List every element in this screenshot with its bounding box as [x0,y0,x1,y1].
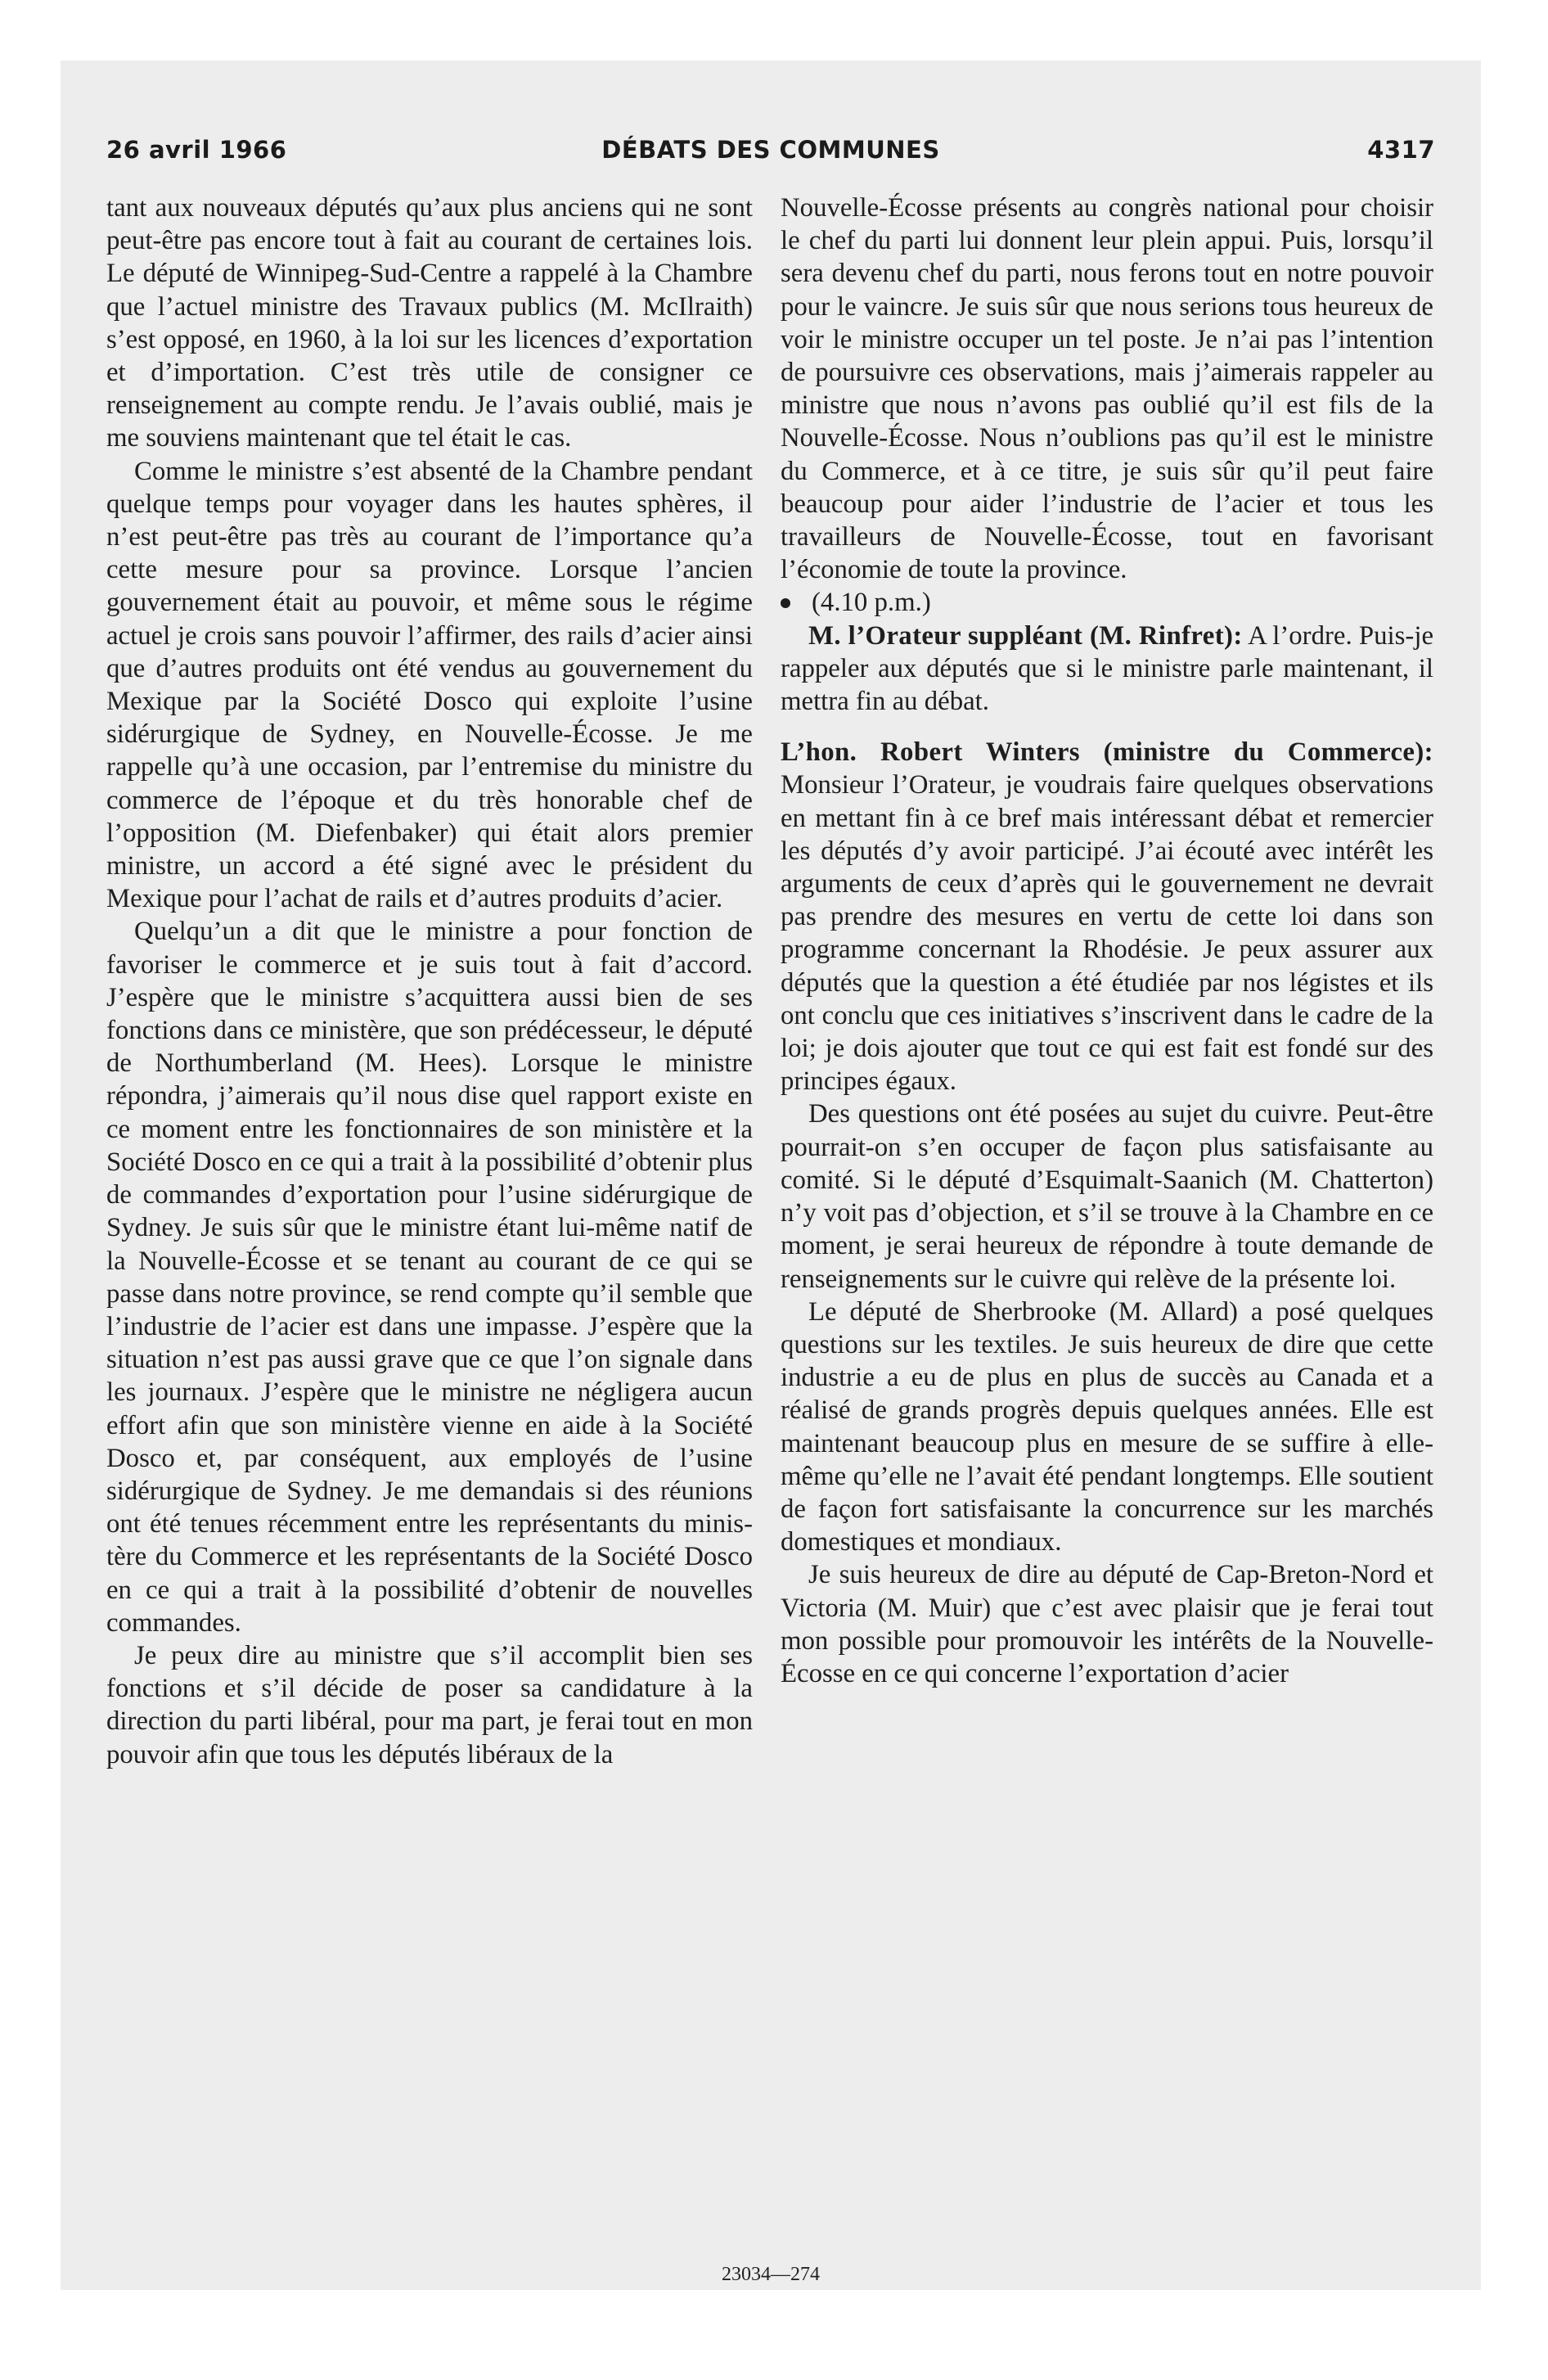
paragraph: Des questions ont été posées au sujet du cuivre. Peut-être pourrait-on s’en occuper de façon plus satisfaisante au comité. Si le député d’Esquimalt-Saanich (M. Chatterton) n’y voit pas d’objection, et s’il se trouve à la Chambre en ce moment, je serai heureux de répondre à toute demande de renseignements sur le cuivre qui relève de la présente loi. [781,1099,1433,1294]
spacer [781,718,1433,736]
header-date: 26 avril 1966 [106,136,287,164]
paragraph: tant aux nouveaux députés qu’aux plus anciens qui ne sont peut-être pas encore tout à fait au courant de certaines lois. Le député de Winnipeg-Sud-Centre a rappelé à la Chambre que l’actuel ministre des Travaux publics (M. McIlraith) s’est opposé, en 1960, à la loi sur les licences d’exportation et d’importation. C’est très utile de consigner ce renseignement au compte rendu. Je l’avais oublié, mais je me souviens maintenant que tel était le cas. [106,193,753,453]
time-stamp-text: (4.10 p.m.) [812,588,931,618]
speech [781,620,1433,719]
time-stamp [781,586,1433,619]
speech [781,736,1433,1098]
page-header [106,136,1435,185]
bullet-icon [781,598,790,608]
paragraph: Nouvelle-Écosse présents au congrès national pour choisir le chef du parti lui donnent leur plein appui. Puis, lorsqu’il sera devenu chef du parti, nous ferons tout en notre pouvoir pour le vaincre. Je suis sûr que nous serions tous heureux de voir le ministre occuper un tel poste. Je n’ai pas l’intention de poursuivre ces observations, mais j’aimerais rappeler au ministre que nous n’avons pas oublié qu’il est fils de la Nouvelle-Écosse. Nous n’oublions pas qu’il est le ministre du Commerce, et à ce titre, je suis sûr qu’il peut faire beaucoup pour aider l’industrie de l’acier et tous les travailleurs de Nouvelle-Écosse, tout en favorisant l’économie de toute la province. [781,193,1433,585]
paragraph: Je peux dire au ministre que s’il accomplit bien ses fonctions et s’il décide de poser sa candidature à la direction du parti libéral, pour ma part, je ferai tout en mon pouvoir afin que tous les députés libéraux de la [106,1640,753,1769]
header-title: DÉBATS DES COMMUNES [601,136,940,164]
paragraph: Je suis heureux de dire au député de Cap-Breton-Nord et Victoria (M. Muir) que c’est avec plaisir que je ferai tout mon possible pour promouvoir les intérêts de la Nouvelle-Écosse en ce qui concerne l’exportation d’acier [781,1560,1433,1688]
speech-text: Monsieur l’Orateur, je voudrais faire quelques observations en mettant fin à ce bref mais intéressant débat et remercier les députés d’y avoir participé. J’ai écouté avec intérêt les arguments de ceux d’après qui le gouvernement ne devrait pas prendre des mesures en vertu de cette loi dans son programme concernant la Rhodésie. Je peux assurer aux députés que la question a été étudiée par nos légistes et ils ont conclu que ces initiatives s’inscrivent dans le cadre de la loi; je dois ajouter que tout ce qui est fait est fondé sur des principes égaux. [781,770,1433,1097]
header-page-number: 4317 [1367,136,1435,164]
paragraph: Le député de Sherbrooke (M. Allard) a posé quelques questions sur les textiles. Je suis heureux de dire que cette industrie a eu de plus en plus de succès au Canada et a réalisé de grands progrès depuis quelques années. Elle est maintenant beaucoup plus en mesure de se suffire à elle-même qu’elle ne l’avait été pendant longtemps. Elle soutient de façon fort satisfaisante la concurrence sur les marchés domestiques et mondiaux. [781,1296,1433,1557]
paragraph: Comme le ministre s’est absenté de la Chambre pendant quelque temps pour voyager dans les hautes sphères, il n’est peut-être pas très au courant de l’importance qu’a cette mesure pour sa province. Lorsque l’ancien gouvernement était au pouvoir, et même sous le régime actuel je crois sans pouvoir l’affirmer, des rails d’acier ainsi que d’autres produits ont été vendus au gouvernement du Mexique par la Société Dosco qui exploite l’usine sidérurgique de Sydney, en Nouvelle-Écosse. Je me rappelle qu’à une occasion, par l’entremise du ministre du commerce de l’époque et du très honorable chef de l’opposition (M. Diefenbaker) qui était alors premier ministre, un accord a été signé avec le président du Mexique pour l’achat de rails et d’autres produits d’acier. [106,456,753,914]
speaker-name: L’hon. Robert Winters (ministre du Commerce): [781,737,1433,768]
document-page [61,61,1481,2290]
right-column [781,192,1433,1690]
speech-text: A l’ordre. Puis-je rappeler aux députés que si le ministre parle maintenant, il mettra fin au débat. [781,620,1433,717]
left-column [106,192,753,1771]
speaker-name: M. l’Orateur suppléant (M. Rinfret): [808,620,1243,651]
page-footer-code: 23034—274 [722,2264,820,2285]
paragraph: Quelqu’un a dit que le ministre a pour fonction de favoriser le commerce et je suis tout à fait d’accord. J’espère que le ministre s’acquittera aussi bien de ses fonctions dans ce ministère, que son prédécesseur, le député de Northumberland (M. Hees). Lorsque le ministre répondra, j’aimerais qu’il nous dise quel rapport existe en ce moment entre les fonctionnaires de son ministère et la Société Dosco en ce qui a trait à la possibilité d’obtenir plus de commandes d’exportation pour l’usine sidérurgique de Sydney. Je suis sûr que le ministre étant lui-même natif de la Nouvelle-Écosse et se tenant au courant de ce qui se passe dans notre province, se rend compte qu’il semble que l’industrie de l’acier est dans une impasse. J’espère que la situation n’est pas aussi grave que ce que l’on signale dans les journaux. J’espère que le ministre ne négligera aucun effort afin que son ministère vienne en aide à la Société Dosco et, par conséquent, aux employés de l’usine sidérurgique de Sydney. Je me demandais si des réunions ont été tenues récemment entre les représentants du ministère du Commerce et les représentants de la Société Dosco en ce qui a trait à la possibilité d’obtenir de nouvelles commandes. [106,917,753,1638]
